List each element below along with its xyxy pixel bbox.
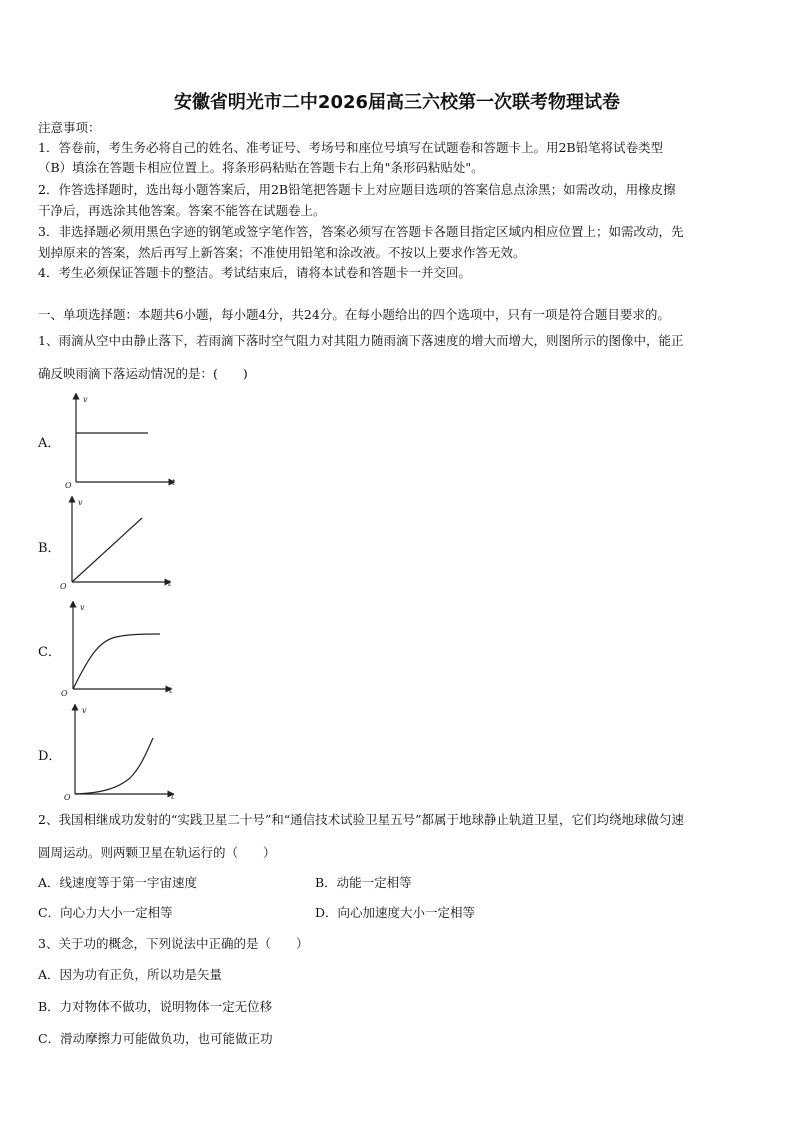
q1-option-a-label[interactable]: A． [38, 436, 61, 451]
page-title: 安徽省明光市二中2026届高三六校第一次联考物理试卷 [173, 92, 621, 113]
q1-option-a-graph [60, 393, 185, 491]
q3-stem: 3、关于功的概念，下列说法中正确的是（ ） [38, 936, 309, 951]
q1-stem-line1: 1、雨滴从空中由静止落下，若雨滴下落时空气阻力对其阻力随雨滴下落速度的增大而增大，则图所示的图像中，能正 [38, 333, 684, 348]
x-axis-label: t [171, 792, 175, 800]
q1-stem-line2: 确反映雨滴下落运动情况的是：( ) [38, 366, 248, 381]
origin-label: O [64, 793, 71, 800]
velocity-curve [72, 518, 142, 582]
q2-option-b[interactable]: B．动能一定相等 [315, 875, 412, 890]
q1-option-b-label[interactable]: B． [38, 541, 61, 556]
q1-option-c-label[interactable]: C． [38, 645, 61, 660]
q3-option-a[interactable]: A．因为功有正负，所以功是矢量 [38, 967, 223, 982]
notes-line: 3．非选择题必须用黑色字迹的钢笔或签字笔作答，答案必须写在答题卡各题目指定区域内相应位置上；如需改动，先 [38, 224, 684, 239]
q1-option-b-graph [56, 496, 181, 594]
y-axis-label: v [83, 395, 88, 404]
q2-option-c[interactable]: C．向心力大小一定相等 [38, 905, 173, 920]
x-axis-label: t [169, 686, 173, 695]
velocity-curve [73, 634, 160, 689]
notes-line: 4．考生必须保证答题卡的整洁。考试结束后，请将本试卷和答题卡一并交回。 [38, 265, 471, 280]
q2-stem-line1: 2、我国相继成功发射的“实践卫星二十号”和“通信技术试验卫星五号”都属于地球静止轨道卫星，它们均绕地球做匀速 [38, 812, 685, 827]
section-heading: 一、单项选择题：本题共6小题，每小题4分，共24分。在每小题给出的四个选项中，只有一项是符合题目要求的。 [38, 307, 670, 322]
q1-option-d-graph [58, 704, 183, 800]
q3-option-b[interactable]: B．力对物体不做功，说明物体一定无位移 [38, 999, 273, 1014]
x-axis-label: t [168, 579, 172, 588]
q1-option-d-label[interactable]: D． [38, 749, 62, 764]
velocity-curve [75, 738, 153, 794]
notes-line: 划掉原来的答案，然后再写上新答案；不准使用铅笔和涂改液。不按以上要求作答无效。 [38, 245, 526, 260]
q1-option-c-graph [56, 601, 181, 699]
q3-option-c[interactable]: C．滑动摩擦力可能做负功，也可能做正功 [38, 1031, 273, 1046]
q2-option-a[interactable]: A．线速度等于第一宇宙速度 [38, 875, 198, 890]
notes-line: （B）填涂在答题卡相应位置上。将条形码粘贴在答题卡右上角"条形码粘贴处"。 [38, 160, 484, 175]
y-axis-label: v [78, 498, 83, 507]
origin-label: O [65, 481, 72, 490]
notes-heading: 注意事项： [38, 120, 101, 135]
notes-line: 干净后，再选涂其他答案。答案不能答在试题卷上。 [38, 203, 326, 218]
y-axis-label: v [80, 603, 85, 612]
notes-line: 1．答卷前，考生务必将自己的姓名、准考证号、考场号和座位号填写在试题卷和答题卡上。用2B铅笔将试卷类型 [38, 140, 664, 155]
q2-option-d[interactable]: D．向心加速度大小一定相等 [315, 905, 476, 920]
y-axis-label: v [82, 706, 87, 715]
q2-stem-line2: 圆周运动。则两颗卫星在轨运行的（ ） [38, 845, 276, 860]
x-axis-label: t [172, 478, 176, 487]
origin-label: O [60, 582, 67, 591]
origin-label: O [61, 689, 68, 698]
notes-line: 2．作答选择题时，选出每小题答案后，用2B铅笔把答题卡上对应题目选项的答案信息点涂黑；如需改动，用橡皮擦 [38, 182, 676, 197]
